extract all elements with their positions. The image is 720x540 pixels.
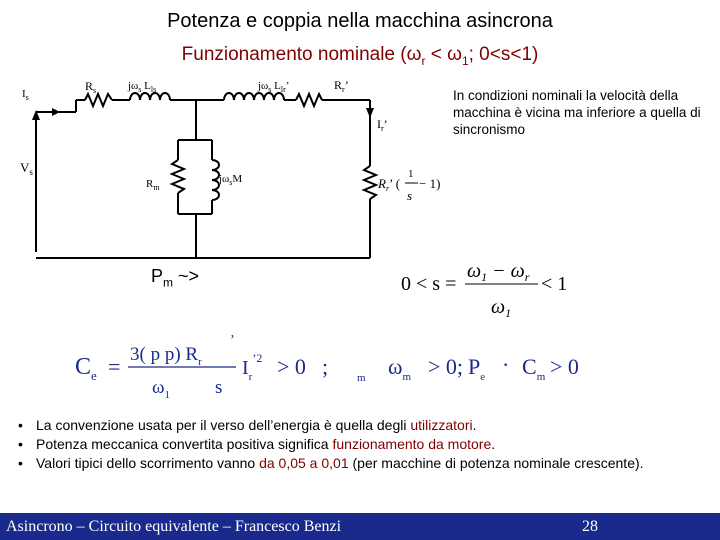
load-resistance-label: $R_r$’ ( xyxy=(378,176,401,193)
subtitle-mid: < ω xyxy=(425,44,462,65)
load-fraction-den: s xyxy=(407,188,413,203)
bullet-item: • Potenza meccanica convertita positiva significa funzionamento da motore. xyxy=(18,435,708,454)
bullet-item: • Valori tipici dello scorrimento vanno da 0,05 a 0,01 (per macchine di potenza nominale crescente). xyxy=(18,454,708,473)
page-number: 28 xyxy=(582,518,598,535)
equals-sign: = xyxy=(108,354,121,379)
jws-lls-label: $j\omega_s$ $L_{ls}$ xyxy=(128,80,157,94)
rm-label: $R_m$ xyxy=(146,178,160,192)
cm-symbol: $C_m$ xyxy=(522,354,546,383)
slip-formula xyxy=(395,255,585,325)
slip-numerator: $\omega_1 - \omega_r$ xyxy=(467,260,530,284)
jws-m-label: $j\omega_sM$ xyxy=(219,173,243,187)
subtitle-prefix: Funzionamento nominale (ω xyxy=(181,44,422,65)
page-subtitle xyxy=(0,44,720,68)
torque-den-s: s xyxy=(215,377,223,398)
omega-m: $\omega_m$ xyxy=(388,354,412,383)
ir-label: $I_r$’ xyxy=(377,117,388,133)
subtitle-sub-1: 1 xyxy=(461,53,469,68)
semicolon: ; xyxy=(322,354,329,379)
equivalent-circuit-diagram xyxy=(0,70,460,270)
ir-current: $I_r^{’2}$ xyxy=(242,351,263,383)
load-fraction-num: 1 xyxy=(408,168,414,180)
nominal-conditions-note: In condizioni nominali la velocità della macchina è vicina ma inferiore a quella di sincronismo xyxy=(453,88,701,137)
load-minus-one: − 1) xyxy=(419,176,441,191)
slip-denominator: $\omega_1$ xyxy=(491,296,512,320)
rs-label: $R_s$ xyxy=(85,79,97,95)
num-prime: ’ xyxy=(230,333,235,348)
page-title: Potenza e coppia nella macchina asincrona xyxy=(167,10,553,32)
jws-llr-label: $j\omega_s$ $L_{lr}$’ xyxy=(258,80,290,94)
is-label: $I_s$ xyxy=(22,88,29,102)
torque-formula xyxy=(70,330,590,400)
slip-rhs: < 1 xyxy=(541,273,568,295)
greater-zero: > 0 xyxy=(277,354,306,379)
ce-symbol: $C_e$ xyxy=(75,354,97,383)
footer-text: Asincrono – Circuito equivalente – Francesco Benzi xyxy=(6,518,342,535)
bullet-list xyxy=(18,416,708,473)
torque-numerator: 3( p p) $R_r$ xyxy=(130,344,202,368)
dot-symbol: · xyxy=(502,352,510,377)
greater-zero-2: > 0; xyxy=(428,354,464,379)
rr-label: $R_r$’ xyxy=(334,78,349,94)
subtitle-sub-r: r xyxy=(421,53,426,68)
torque-denominator: $\omega_1$ xyxy=(152,377,171,400)
m-subscript: m xyxy=(357,372,366,384)
greater-zero-3: > 0 xyxy=(550,354,579,379)
bullet-item: • La convenzione usata per il verso dell’energia è quella degli utilizzatori. xyxy=(18,416,708,435)
pe-symbol: $P_e$ xyxy=(468,354,486,383)
footer-bar xyxy=(0,513,720,540)
slip-lhs: 0 < s = xyxy=(401,273,457,295)
vs-label: $V_s$ xyxy=(20,160,33,177)
subtitle-suffix: ; 0<s<1) xyxy=(468,44,539,65)
pm-label: $P_m$ ~> xyxy=(151,266,200,290)
